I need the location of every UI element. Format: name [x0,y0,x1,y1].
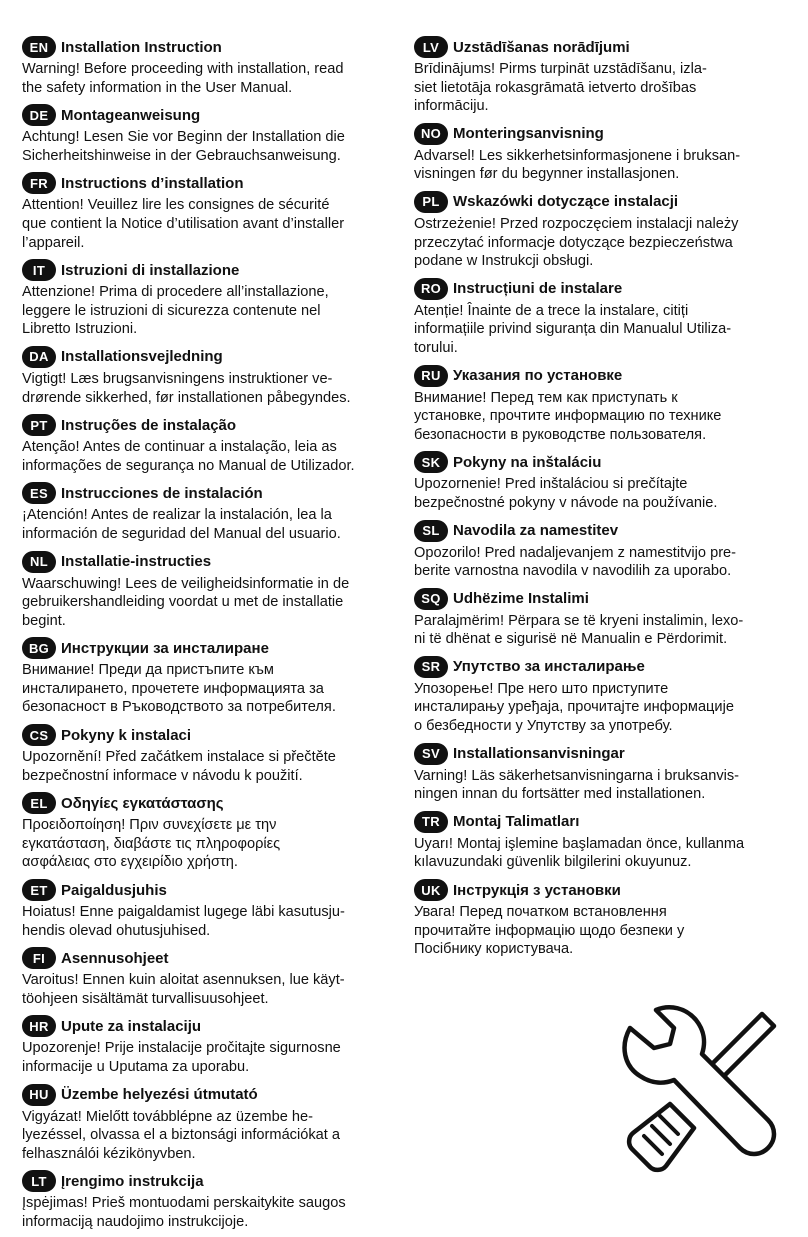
section-title: Instructions d’installation [61,174,244,192]
language-badge: NO [414,123,448,145]
section-title: Οδηγίες εγκατάστασης [61,794,224,812]
section-lt [22,1168,394,1231]
section-pl [414,189,786,271]
section-title: Указания по установке [453,367,623,385]
section-text: Attenzione! Prima di procedere all’installazione, leggere le istruzioni di sicurezza contenute nel Libretto Istruzioni. [22,284,329,338]
section-text: Waarschuwing! Lees de veiligheidsinformatie in de gebruikershandleiding voordat u met de installatie begint. [22,575,350,629]
language-badge: SQ [414,588,448,610]
section-text: Hoiatus! Enne paigaldamist lugege läbi kasutusju- hendis olevad ohutusjuhised. [22,904,345,939]
language-badge: NL [22,551,56,573]
language-badge: SV [414,743,448,765]
section-hu [22,1082,394,1164]
section-title: Asennusohjeet [61,949,169,967]
language-badge: CS [22,724,56,746]
section-title: Paigaldusjuhis [61,881,167,899]
section-fr [22,170,394,252]
section-el [22,790,394,872]
section-da [22,344,394,407]
section-text: Vigyázat! Mielőtt továbblépne az üzembe he- lyezéssel, olvassa el a biztonsági információkat a felhasználói kézikönyvben. [22,1108,340,1162]
section-title: Monteringsanvisning [453,125,604,143]
language-badge: ET [22,879,56,901]
section-title: Üzembe helyezési útmutató [61,1086,258,1104]
section-text: Ostrzeżenie! Przed rozpoczęciem instalacji należy przeczytać informacje dotyczące bezpieczeństwa podane w Instrukcji obsługi. [414,215,739,270]
language-badge: PL [414,191,448,213]
language-badge: PT [22,414,56,436]
section-title: Інструкція з установки [453,881,621,899]
section-bg [22,635,394,717]
section-text: Atenție! Înainte de a trece la instalare, citiți informațiile privind siguranța din Manualul Utiliza- torului. [414,302,732,356]
section-text: Uyarı! Montaj işlemine başlamadan önce, kullanma kılavuzundaki güvenlik bilgilerini okuyunuz. [414,835,745,871]
section-text: Vigtigt! Læs brugsanvisningens instruktioner ve- drørende sikkerhed, før installationen påbegyndes. [22,370,351,406]
section-es [22,480,394,543]
section-de [22,102,394,165]
section-text: Увага! Перед початком встановлення прочитайте інформацію щодо безпеки у Посібнику користувача. [414,904,685,958]
section-title: Installation Instruction [61,38,222,56]
section-text: Paralajmërim! Përpara se të kryeni instalimin, lexo- ni të dhënat e sigurisë në Manualin e Përdorimit. [414,612,744,648]
section-sq [414,586,786,649]
section-title: Upute za instalaciju [61,1017,202,1035]
language-badge: SL [414,520,448,542]
section-title: Installatie-instructies [61,553,212,570]
language-badge: FI [22,947,56,969]
section-sl [414,518,786,581]
wrench-screwdriver-icon [612,998,782,1178]
language-badge: ES [22,482,56,504]
language-badge: DA [22,346,56,368]
language-badge: TR [414,811,448,833]
language-badge: HR [22,1015,56,1037]
section-title: Упутство за инсталирање [453,658,645,676]
section-uk [414,877,786,959]
section-text: Upozornenie! Pred inštaláciou si prečítajte bezpečnostné pokyny v návode na používanie. [414,476,718,511]
section-text: Внимание! Преди да пристъпите към инсталирането, прочетете информацията за безопасност в Ръководството за потребителя. [22,662,336,716]
section-text: Varning! Läs säkerhetsanvisningarna i bruksanvis- ningen innan du fortsätter med installationen. [414,767,740,803]
section-title: Instrucciones de instalación [61,484,263,502]
language-badge: DE [22,104,56,126]
language-badge: LV [414,36,448,58]
section-title: Udhëzime Instalimi [453,590,589,608]
section-text: Įspėjimas! Prieš montuodami perskaitykite saugos informaciją naudojimo instrukcijoje. [22,1195,346,1230]
section-title: Įrengimo instrukcija [61,1172,204,1190]
language-badge: EN [22,36,56,58]
left-column [22,34,394,1237]
section-text: Advarsel! Les sikkerhetsinformasjonene i bruksan- visningen før du begynner installasjonen. [414,147,741,183]
section-pt [22,412,394,475]
section-text: Varoitus! Ennen kuin aloitat asennuksen, lue käyt- töohjeen sisältämät turvallisuusohjeet. [22,972,345,1007]
section-text: Προειδοποίηση! Πριν συνεχίσετε με την εγκατάσταση, διαβάστε τις πληροφορίες ασφάλειας στο εγχειρίδιο χρήστη. [22,817,281,871]
section-fi [22,945,394,1008]
section-text: Упозорење! Пре него што приступите инсталирању уређаја, прочитајте информације о безбедности у Упутству за употребу. [414,680,734,735]
right-column [414,34,786,964]
section-lv [414,34,786,116]
section-text: Atenção! Antes de continuar a instalação, leia as informações de segurança no Manual de Utilizador. [22,439,355,474]
section-sk [414,449,786,512]
section-hr [22,1013,394,1076]
section-title: Instrucțiuni de instalare [453,280,623,298]
language-badge: BG [22,637,56,659]
section-text: Внимание! Перед тем как приступать к установке, прочтите информацию по технике безопасности в руководстве пользователя. [414,389,722,443]
language-badge: IT [22,259,56,281]
section-sr [414,654,786,736]
section-title: Uzstādīšanas norādījumi [453,38,630,56]
section-cs [22,722,394,785]
language-badge: EL [22,792,56,814]
section-title: Инструкции за инсталиране [61,639,269,657]
language-badge: SR [414,656,448,678]
language-badge: LT [22,1170,56,1192]
language-badge: SK [414,451,448,473]
section-tr [414,809,786,872]
language-badge: UK [414,879,448,901]
section-et [22,877,394,940]
section-it [22,257,394,339]
section-ru [414,363,786,445]
section-text: Upozorenje! Prije instalacije pročitajte sigurnosne informacije u Uputama za uporabu. [22,1040,341,1075]
section-text: ¡Atención! Antes de realizar la instalación, lea la información de seguridad del Manual del usuario. [22,507,341,542]
language-badge: RU [414,365,448,387]
section-title: Pokyny k instalaci [61,726,192,744]
section-title: Istruzioni di installazione [61,261,240,279]
section-title: Instruções de instalação [61,416,237,434]
section-en [22,34,394,97]
section-text: Attention! Veuillez lire les consignes de sécurité que contient la Notice d’utilisation avant d’installer l’appareil. [22,197,345,251]
section-no [414,121,786,184]
section-text: Warning! Before proceeding with installation, read the safety information in the User Manual. [22,61,344,96]
language-badge: FR [22,172,56,194]
section-text: Brīdinājums! Pirms turpināt uzstādīšanu, izla- siet lietotāja rokasgrāmatā ietverto drošības informāciju. [414,61,707,115]
section-title: Montaj Talimatları [453,813,580,831]
section-title: Installationsvejledning [61,348,223,366]
section-title: Installationsanvisningar [453,745,625,763]
section-ro [414,276,786,358]
section-title: Montageanweisung [61,106,201,124]
section-text: Achtung! Lesen Sie vor Beginn der Installation die Sicherheitshinweise in der Gebrauchsanweisung. [22,129,345,164]
section-nl [22,549,394,631]
section-title: Pokyny na inštaláciu [453,453,602,471]
language-badge: HU [22,1084,56,1106]
language-badge: RO [414,278,448,300]
section-title: Wskazówki dotyczące instalacji [453,193,679,211]
section-sv [414,741,786,804]
section-text: Upozornění! Před začátkem instalace si přečtěte bezpečnostní informace v návodu k použití. [22,749,336,784]
section-title: Navodila za namestitev [453,522,619,539]
section-text: Opozorilo! Pred nadaljevanjem z namestitvijo pre- berite varnostna navodila v navodilih za uporabo. [414,544,737,580]
